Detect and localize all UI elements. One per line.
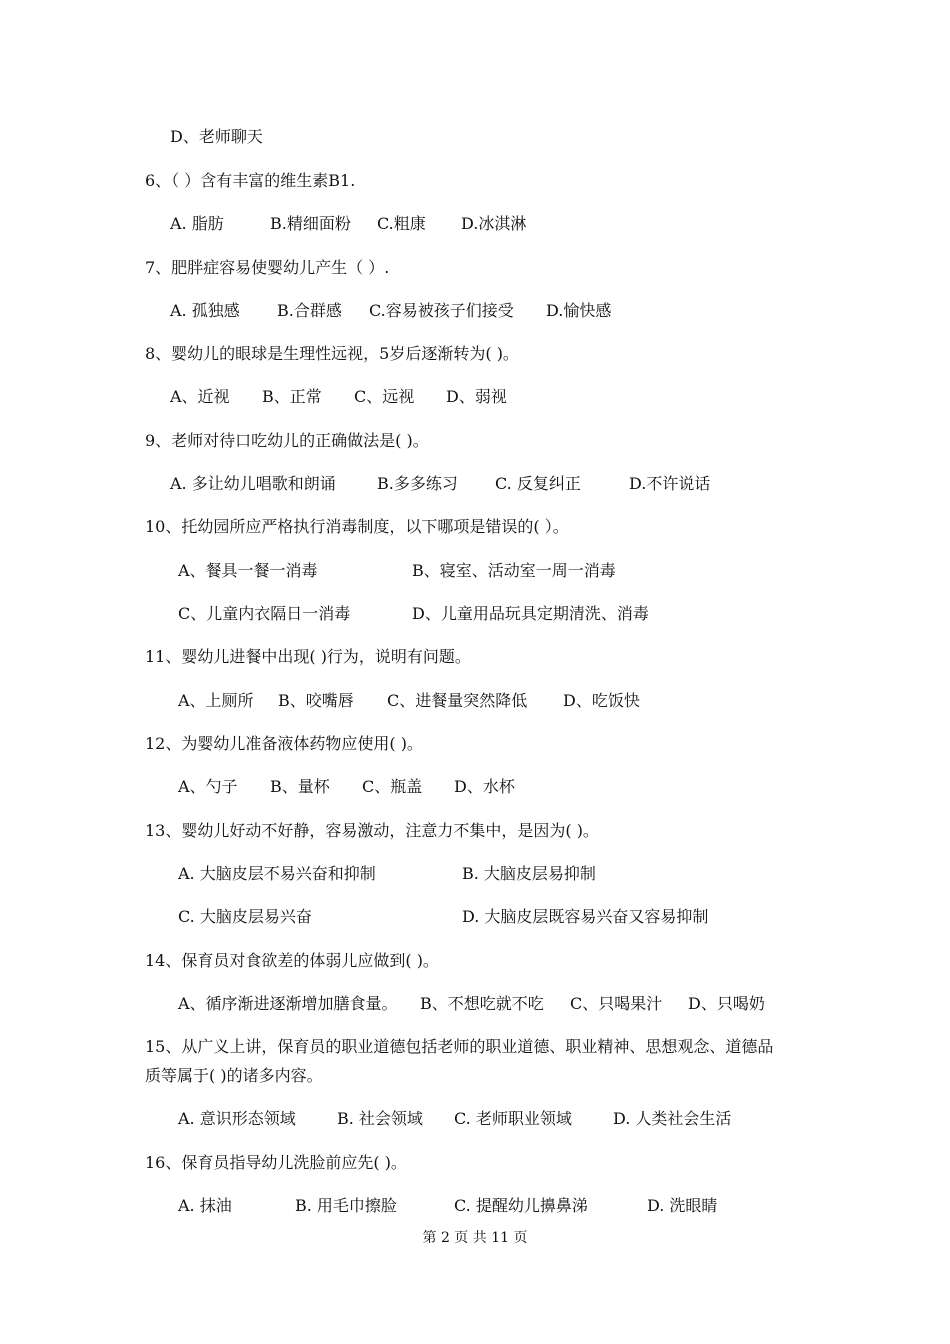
option-c: C. 反复纠正: [495, 474, 581, 493]
question-16-options: [0, 1196, 950, 1216]
question-15-stem-line-2: 质等属于( )的诸多内容。: [145, 1066, 323, 1085]
option-d: D、吃饭快: [563, 691, 640, 710]
question-15-options: [0, 1109, 950, 1129]
option-d: D.冰淇淋: [461, 214, 527, 233]
option-d: D.不许说话: [629, 474, 711, 493]
question-12-stem: 12、为婴幼儿准备液体药物应使用( )。: [145, 734, 423, 753]
option-c: C、瓶盖: [362, 777, 423, 796]
page-number-footer: 第 2 页 共 11 页: [422, 1230, 528, 1246]
question-14-options: [0, 994, 950, 1014]
option-a: A. 抹油: [178, 1196, 232, 1215]
option-d: D、弱视: [446, 387, 507, 406]
question-10-options-row-2: [0, 604, 950, 624]
option-d: D.愉快感: [546, 301, 612, 320]
option-d: D、儿童用品玩具定期清洗、消毒: [412, 604, 649, 623]
option-b: B、量杯: [270, 777, 330, 796]
option-c: C. 老师职业领域: [454, 1109, 572, 1128]
option-d: D. 人类社会生活: [613, 1109, 732, 1128]
question-14-stem: 14、保育员对食欲差的体弱儿应做到( )。: [145, 951, 439, 970]
option-b: B.多多练习: [377, 474, 458, 493]
question-6-stem: 6、（ ）含有丰富的维生素B1.: [145, 171, 356, 190]
question-11-options: [0, 691, 950, 711]
option-a: A、餐具一餐一消毒: [178, 561, 318, 580]
option-a: A、勺子: [178, 777, 238, 796]
option-c: C. 大脑皮层易兴奋: [178, 907, 312, 926]
question-10-stem: 10、托幼园所应严格执行消毒制度，以下哪项是错误的( ）。: [145, 517, 569, 536]
question-13-options-row-2: [0, 907, 950, 927]
option-b: B、不想吃就不吃: [420, 994, 544, 1013]
question-10-options-row-1: [0, 561, 950, 581]
question-7-options: [0, 301, 950, 321]
question-8-options: [0, 387, 950, 407]
question-9-stem: 9、老师对待口吃幼儿的正确做法是( )。: [145, 431, 429, 450]
option-d: D、只喝奶: [688, 994, 765, 1013]
option-c: C、儿童内衣隔日一消毒: [178, 604, 351, 623]
option-b: B. 用毛巾擦脸: [295, 1196, 397, 1215]
question-8-stem: 8、婴幼儿的眼球是生理性远视，5岁后逐渐转为( )。: [145, 344, 519, 363]
question-12-options: [0, 777, 950, 797]
option-d: D. 洗眼睛: [647, 1196, 718, 1215]
option-b: B.合群感: [277, 301, 342, 320]
option-a: A、上厕所: [178, 691, 254, 710]
option-a: A. 大脑皮层不易兴奋和抑制: [178, 864, 376, 883]
question-15-stem-line-1: 15、从广义上讲，保育员的职业道德包括老师的职业道德、职业精神、思想观念、道德品: [145, 1037, 774, 1056]
question-13-stem: 13、婴幼儿好动不好静，容易激动，注意力不集中，是因为( )。: [145, 821, 599, 840]
question-13-options-row-1: [0, 864, 950, 884]
option-a: A、近视: [170, 387, 230, 406]
option-d: D. 大脑皮层既容易兴奋又容易抑制: [462, 907, 709, 926]
option-a: A. 意识形态领域: [178, 1109, 296, 1128]
option-c: C、只喝果汁: [570, 994, 663, 1013]
option-b: B. 社会领域: [337, 1109, 423, 1128]
option-b: B、咬嘴唇: [278, 691, 354, 710]
question-9-options: [0, 474, 950, 494]
question-11-stem: 11、婴幼儿进餐中出现( )行为，说明有问题。: [145, 647, 471, 666]
option-a: A. 孤独感: [170, 301, 240, 320]
option-b: B、正常: [262, 387, 322, 406]
option-d: D、水杯: [454, 777, 515, 796]
option-a: A、循序渐进逐渐增加膳食量。: [178, 994, 398, 1013]
option-b: B、寝室、活动室一周一消毒: [412, 561, 616, 580]
option-a: A. 脂肪: [170, 214, 224, 233]
question-7-stem: 7、肥胖症容易使婴幼儿产生（ ）.: [145, 258, 390, 277]
option-c: C、进餐量突然降低: [387, 691, 528, 710]
option-c: C、远视: [354, 387, 415, 406]
option-c: C. 提醒幼儿擤鼻涕: [454, 1196, 588, 1215]
question-16-stem: 16、保育员指导幼儿洗脸前应先( )。: [145, 1153, 407, 1172]
option-a: A. 多让幼儿唱歌和朗诵: [170, 474, 336, 493]
option-c: C.容易被孩子们接受: [369, 301, 514, 320]
option-b: B. 大脑皮层易抑制: [462, 864, 596, 883]
option-c: C.粗康: [377, 214, 426, 233]
option-b: B.精细面粉: [270, 214, 351, 233]
question-6-options: [0, 214, 950, 234]
q5-option-d: D、老师聊天: [170, 127, 263, 146]
